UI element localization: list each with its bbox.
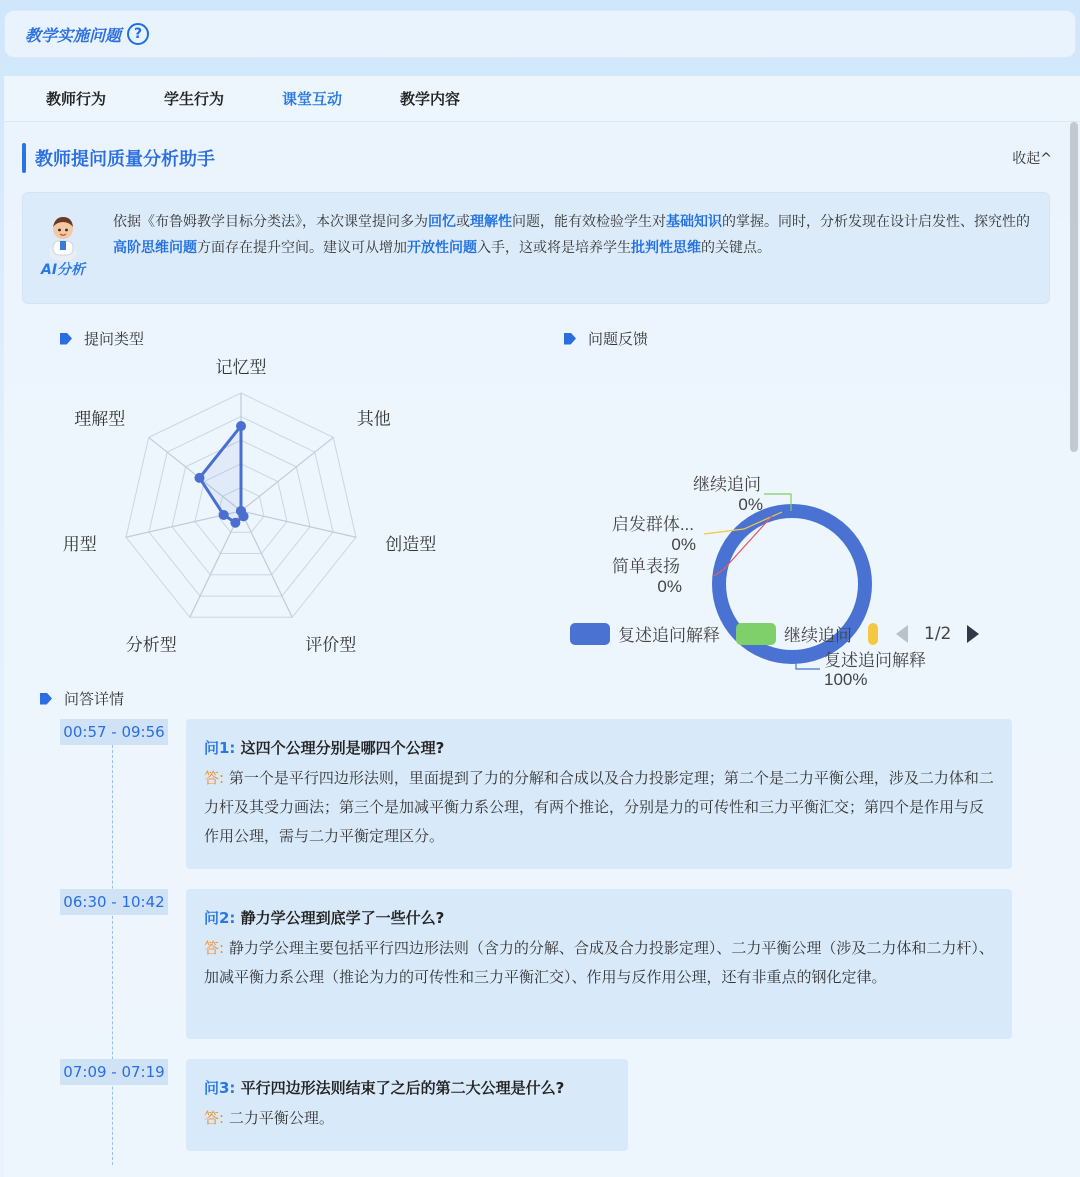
section-accent-bar [22, 143, 26, 173]
ai-text-segment: 问题，能有效检验学生对 [512, 214, 666, 230]
radar-point[interactable] [219, 510, 229, 520]
legend-page-indicator: 1/2 [924, 623, 952, 644]
question-line [204, 737, 994, 758]
ai-highlight-term: 高阶思维问题 [113, 240, 197, 256]
legend-label: 继续追问 [784, 626, 852, 646]
qa-card [186, 889, 1012, 1039]
ai-highlight-term: 基础知识 [666, 214, 722, 230]
timeline-line [112, 745, 113, 1165]
question-text: 静力学公理到底学了一些什么? [240, 909, 445, 927]
scrollbar[interactable] [1070, 122, 1078, 452]
tag-icon [564, 333, 576, 345]
question-line [204, 1077, 610, 1098]
donut-slice-label: 简单表扬 [612, 557, 680, 576]
answer-number: 答: [204, 939, 225, 957]
ai-analysis-label: AI分析 [41, 262, 86, 278]
ai-text-segment: 或 [456, 214, 470, 230]
qa-details-title: 问答详情 [64, 690, 125, 708]
qa-card [186, 719, 1012, 869]
qa-card [186, 1059, 628, 1151]
legend-label: 复述追问解释 [618, 626, 720, 646]
answer-text: 第一个是平行四边形法则，里面提到了力的分解和合成以及合力投影定理；第二个是二力平衡公理，涉及二力体和二力杆及其受力画法；第三个是加减平衡力系公理，有两个推论，分别是力的可传性和三力平衡汇交；第四个是作用与反作用公理，需与二力平衡定理区分。 [204, 769, 994, 845]
ai-highlight-term: 回忆 [428, 214, 456, 230]
ai-analysis-box [22, 192, 1050, 304]
radar-axis-label: 其他 [356, 409, 391, 429]
ai-text-segment: 依据《布鲁姆教学目标分类法》，本次课堂提问多为 [113, 214, 428, 230]
question-circle-icon[interactable]: ? [127, 23, 149, 45]
main-card [4, 76, 1080, 1177]
donut-slice-label: 继续追问 [693, 475, 761, 494]
ai-text-segment: 的关键点。 [701, 240, 771, 256]
time-range-chip[interactable]: 00:57 - 09:56 [60, 719, 168, 745]
legend-next-icon[interactable] [965, 623, 981, 645]
radar-axis-label: 分析型 [125, 635, 177, 655]
answer-text: 二力平衡公理。 [228, 1109, 334, 1127]
radar-axis-label: 用型 [62, 534, 97, 554]
question-type-radar-chart [34, 351, 437, 655]
answer-number: 答: [204, 1109, 225, 1127]
tab-teaching-content[interactable]: 教学内容 [400, 90, 461, 108]
ai-text-segment: 方面存在提升空间。建议可从增加 [197, 240, 407, 256]
donut-slice-percent: 0% [671, 535, 696, 554]
answer-line [204, 934, 994, 992]
radar-axis-label: 理解型 [74, 409, 126, 429]
radar-axis-label: 评价型 [305, 635, 357, 655]
question-text: 平行四边形法则结束了之后的第二大公理是什么? [240, 1079, 565, 1097]
legend-swatch [736, 623, 776, 645]
question-number: 问3: [204, 1079, 236, 1097]
page-title: 教学实施问题 [25, 25, 122, 45]
donut-slice-percent: 100% [824, 670, 868, 689]
tag-icon [40, 693, 52, 705]
donut-legend [570, 621, 1010, 646]
feedback-title: 问题反馈 [588, 330, 649, 348]
top-header [4, 10, 1076, 58]
legend-item[interactable] [570, 621, 720, 646]
radar-point[interactable] [194, 473, 204, 483]
radar-axis-label: 记忆型 [215, 358, 267, 377]
tab-teacher-behavior[interactable]: 教师行为 [46, 90, 107, 108]
qa-details-header [40, 688, 124, 709]
question-type-title: 提问类型 [84, 330, 145, 348]
time-range-chip[interactable]: 07:09 - 07:19 [60, 1059, 168, 1085]
ai-analysis-text [113, 209, 1033, 261]
ai-text-segment: 的掌握。同时，分析发现在设计启发性、探究性的 [722, 214, 1030, 230]
ai-highlight-term: 理解性 [470, 214, 512, 230]
feedback-header [564, 328, 648, 349]
question-text: 这四个公理分别是哪四个公理? [240, 739, 445, 757]
tag-icon [60, 333, 72, 345]
radar-point[interactable] [236, 421, 246, 431]
radar-point[interactable] [230, 518, 240, 528]
legend-swatch-partial [868, 623, 878, 645]
donut-slice-label: 启发群体... [611, 515, 694, 534]
answer-line [204, 764, 994, 851]
legend-swatch [570, 623, 610, 645]
ai-highlight-term: 开放性问题 [407, 240, 477, 256]
section-title: 教师提问质量分析助手 [35, 149, 215, 170]
answer-line [204, 1104, 610, 1133]
question-number: 问1: [204, 739, 236, 757]
legend-prev-icon[interactable] [894, 623, 910, 645]
ai-avatar-icon [43, 211, 83, 259]
question-number: 问2: [204, 909, 236, 927]
answer-number: 答: [204, 769, 225, 787]
donut-slice-label: 复述追问解释 [824, 651, 926, 670]
tab-classroom-interaction[interactable]: 课堂互动 [282, 90, 343, 108]
question-line [204, 907, 994, 928]
radar-point[interactable] [239, 511, 249, 521]
question-type-header [60, 328, 144, 349]
section-header [22, 142, 1062, 174]
ai-text-segment: 入手，这或将是培养学生 [477, 240, 631, 256]
tab-student-behavior[interactable]: 学生行为 [164, 90, 225, 108]
tab-bar [4, 76, 1080, 122]
ai-highlight-term: 批判性思维 [631, 240, 701, 256]
collapse-button[interactable]: 收起^ [1012, 151, 1052, 167]
radar-axis-label: 创造型 [385, 534, 437, 554]
donut-slice-percent: 0% [657, 577, 682, 596]
answer-text: 静力学公理主要包括平行四边形法则（含力的分解、合成及合力投影定理）、二力平衡公理（涉及二力体和二力杆）、加减平衡力系公理（推论为力的可传性和三力平衡汇交）、作用与反作用公理，还有非重点的钢化定律。 [204, 939, 994, 986]
radar-axis-line [241, 511, 292, 617]
time-range-chip[interactable]: 06:30 - 10:42 [60, 889, 168, 915]
donut-slice-percent: 0% [738, 495, 763, 514]
legend-item[interactable] [736, 621, 852, 646]
